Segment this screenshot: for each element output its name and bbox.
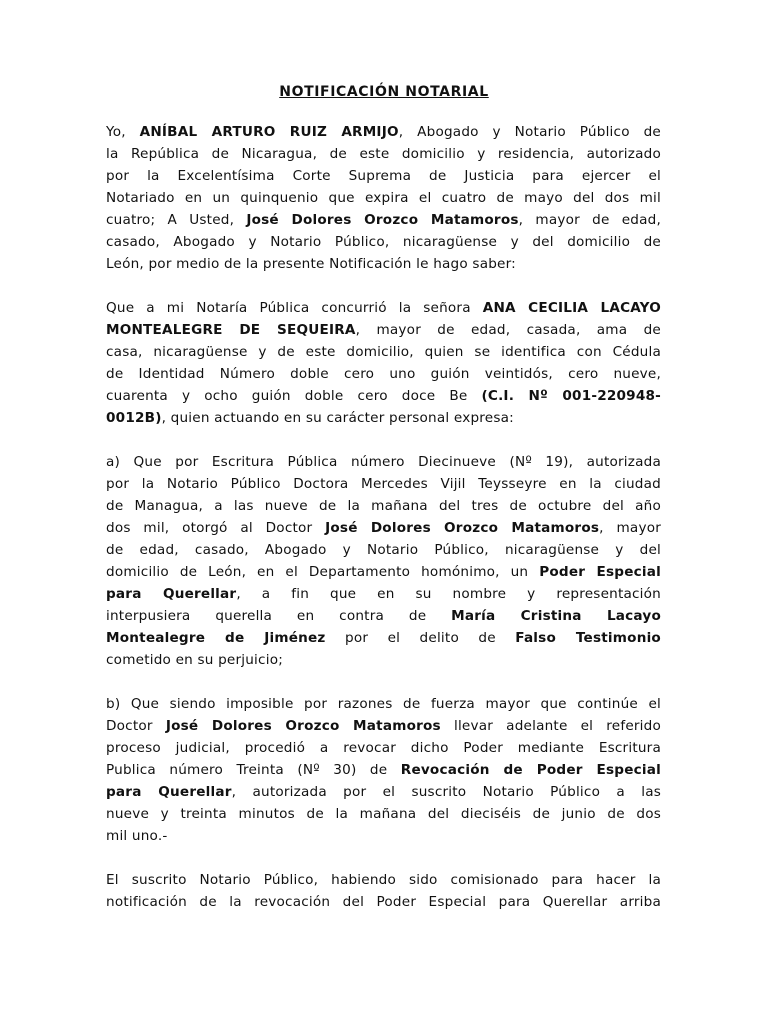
bold-text-run: para Querellar [106, 586, 237, 602]
text-run: casa, nicaragüense y de este domicilio, quien se identifica con Cédula [106, 344, 661, 360]
text-line [106, 539, 661, 561]
text-run: por la Excelentísima Corte Suprema de Justicia para ejercer el [106, 168, 661, 184]
text-line [106, 825, 661, 847]
bold-text-run: ANA CECILIA LACAYO [482, 300, 661, 316]
text-run: León, por medio de la presente Notificación le hago saber: [106, 256, 516, 272]
text-run: mil uno.- [106, 828, 168, 844]
text-line [106, 693, 661, 715]
text-run: Publica número Treinta (Nº 30) de [106, 762, 401, 778]
text-run: llevar adelante el referido [440, 718, 661, 734]
bold-text-run: MONTEALEGRE DE SEQUEIRA [106, 322, 356, 338]
bold-text-run: María Cristina Lacayo [451, 608, 661, 624]
bold-text-run: José Dolores Orozco Matamoros [325, 520, 600, 536]
text-line [106, 891, 661, 913]
text-run: , mayor [599, 520, 661, 536]
text-run: , a fin que en su nombre y representación [236, 586, 661, 602]
bold-text-run: Poder Especial [539, 564, 661, 580]
bold-text-run: (C.I. Nº 001-220948- [481, 388, 661, 404]
text-run: de Managua, a las nueve de la mañana del tres de octubre del año [106, 498, 661, 514]
text-run: proceso judicial, procedió a revocar dicho Poder mediante Escritura [106, 740, 661, 756]
text-line [106, 759, 661, 781]
text-run: notificación de la revocación del Poder Especial para Querellar arriba [106, 894, 661, 910]
text-run: cometido en su perjuicio; [106, 652, 283, 668]
text-line [106, 165, 661, 187]
text-line [106, 561, 661, 583]
text-run: por la Notario Público Doctora Mercedes Vijil Teysseyre en la ciudad [106, 476, 661, 492]
bold-text-run: Montealegre de Jiménez [106, 630, 326, 646]
text-run: domicilio de León, en el Departamento homónimo, un [106, 564, 540, 580]
text-run: El suscrito Notario Público, habiendo sido comisionado para hacer la [106, 872, 661, 888]
bold-text-run: ANÍBAL ARTURO RUIZ ARMIJO [139, 124, 399, 140]
text-run: dos mil, otorgó al Doctor [106, 520, 326, 536]
bold-text-run: 0012B) [106, 410, 162, 426]
text-line [106, 583, 661, 605]
bold-text-run: Falso Testimonio [515, 630, 661, 646]
text-run: Notariado en un quinquenio que expira el cuatro de mayo del dos mil [106, 190, 661, 206]
document-title: NOTIFICACIÓN NOTARIAL [279, 84, 489, 100]
text-line [106, 451, 661, 473]
text-run: Yo, [106, 124, 140, 140]
text-line [106, 803, 661, 825]
text-line [106, 517, 661, 539]
text-line [106, 781, 661, 803]
text-run: interpusiera querella en contra de [106, 608, 452, 624]
bold-text-run: José Dolores Orozco Matamoros [165, 718, 441, 734]
bold-text-run: José Dolores Orozco Matamoros [246, 212, 519, 228]
text-line [106, 869, 661, 891]
text-run: de Identidad Número doble cero uno guión veintidós, cero nueve, [106, 366, 661, 382]
text-line [106, 121, 661, 143]
text-line [106, 627, 661, 649]
text-run: por el delito de [325, 630, 516, 646]
text-run: a) Que por Escritura Pública número Diecinueve (Nº 19), autorizada [106, 454, 661, 470]
text-run: Doctor [106, 718, 166, 734]
text-run: cuarenta y ocho guión doble cero doce Be [106, 388, 482, 404]
text-run: , mayor de edad, [518, 212, 662, 228]
text-line [106, 231, 661, 253]
text-line [106, 363, 661, 385]
text-line [106, 209, 661, 231]
text-run: , mayor de edad, casada, ama de [355, 322, 661, 338]
text-run: b) Que siendo imposible por razones de fuerza mayor que continúe el [106, 696, 661, 712]
text-line [106, 407, 661, 429]
text-run: la República de Nicaragua, de este domicilio y residencia, autorizado [106, 146, 661, 162]
text-line [106, 341, 661, 363]
text-line [106, 385, 661, 407]
text-run: casado, Abogado y Notario Público, nicaragüense y del domicilio de [106, 234, 661, 250]
text-line [106, 649, 661, 671]
text-line [106, 495, 661, 517]
text-line [106, 715, 661, 737]
bold-text-run: para Querellar [106, 784, 232, 800]
text-line [106, 143, 661, 165]
text-line [106, 253, 661, 275]
text-line [106, 319, 661, 341]
text-run: , Abogado y Notario Público de [398, 124, 661, 140]
text-line [106, 605, 661, 627]
text-run: , quien actuando en su carácter personal expresa: [161, 410, 514, 426]
text-run: , autorizada por el suscrito Notario Público a las [231, 784, 662, 800]
text-line [106, 297, 661, 319]
text-line [106, 187, 661, 209]
text-run: Que a mi Notaría Pública concurrió la señora [106, 300, 483, 316]
text-line [106, 473, 661, 495]
bold-text-run: Revocación de Poder Especial [400, 762, 661, 778]
text-run: cuatro; A Usted, [106, 212, 247, 228]
text-run: de edad, casado, Abogado y Notario Público, nicaragüense y del [106, 542, 661, 558]
text-run: nueve y treinta minutos de la mañana del dieciséis de junio de dos [106, 806, 661, 822]
text-line [106, 737, 661, 759]
